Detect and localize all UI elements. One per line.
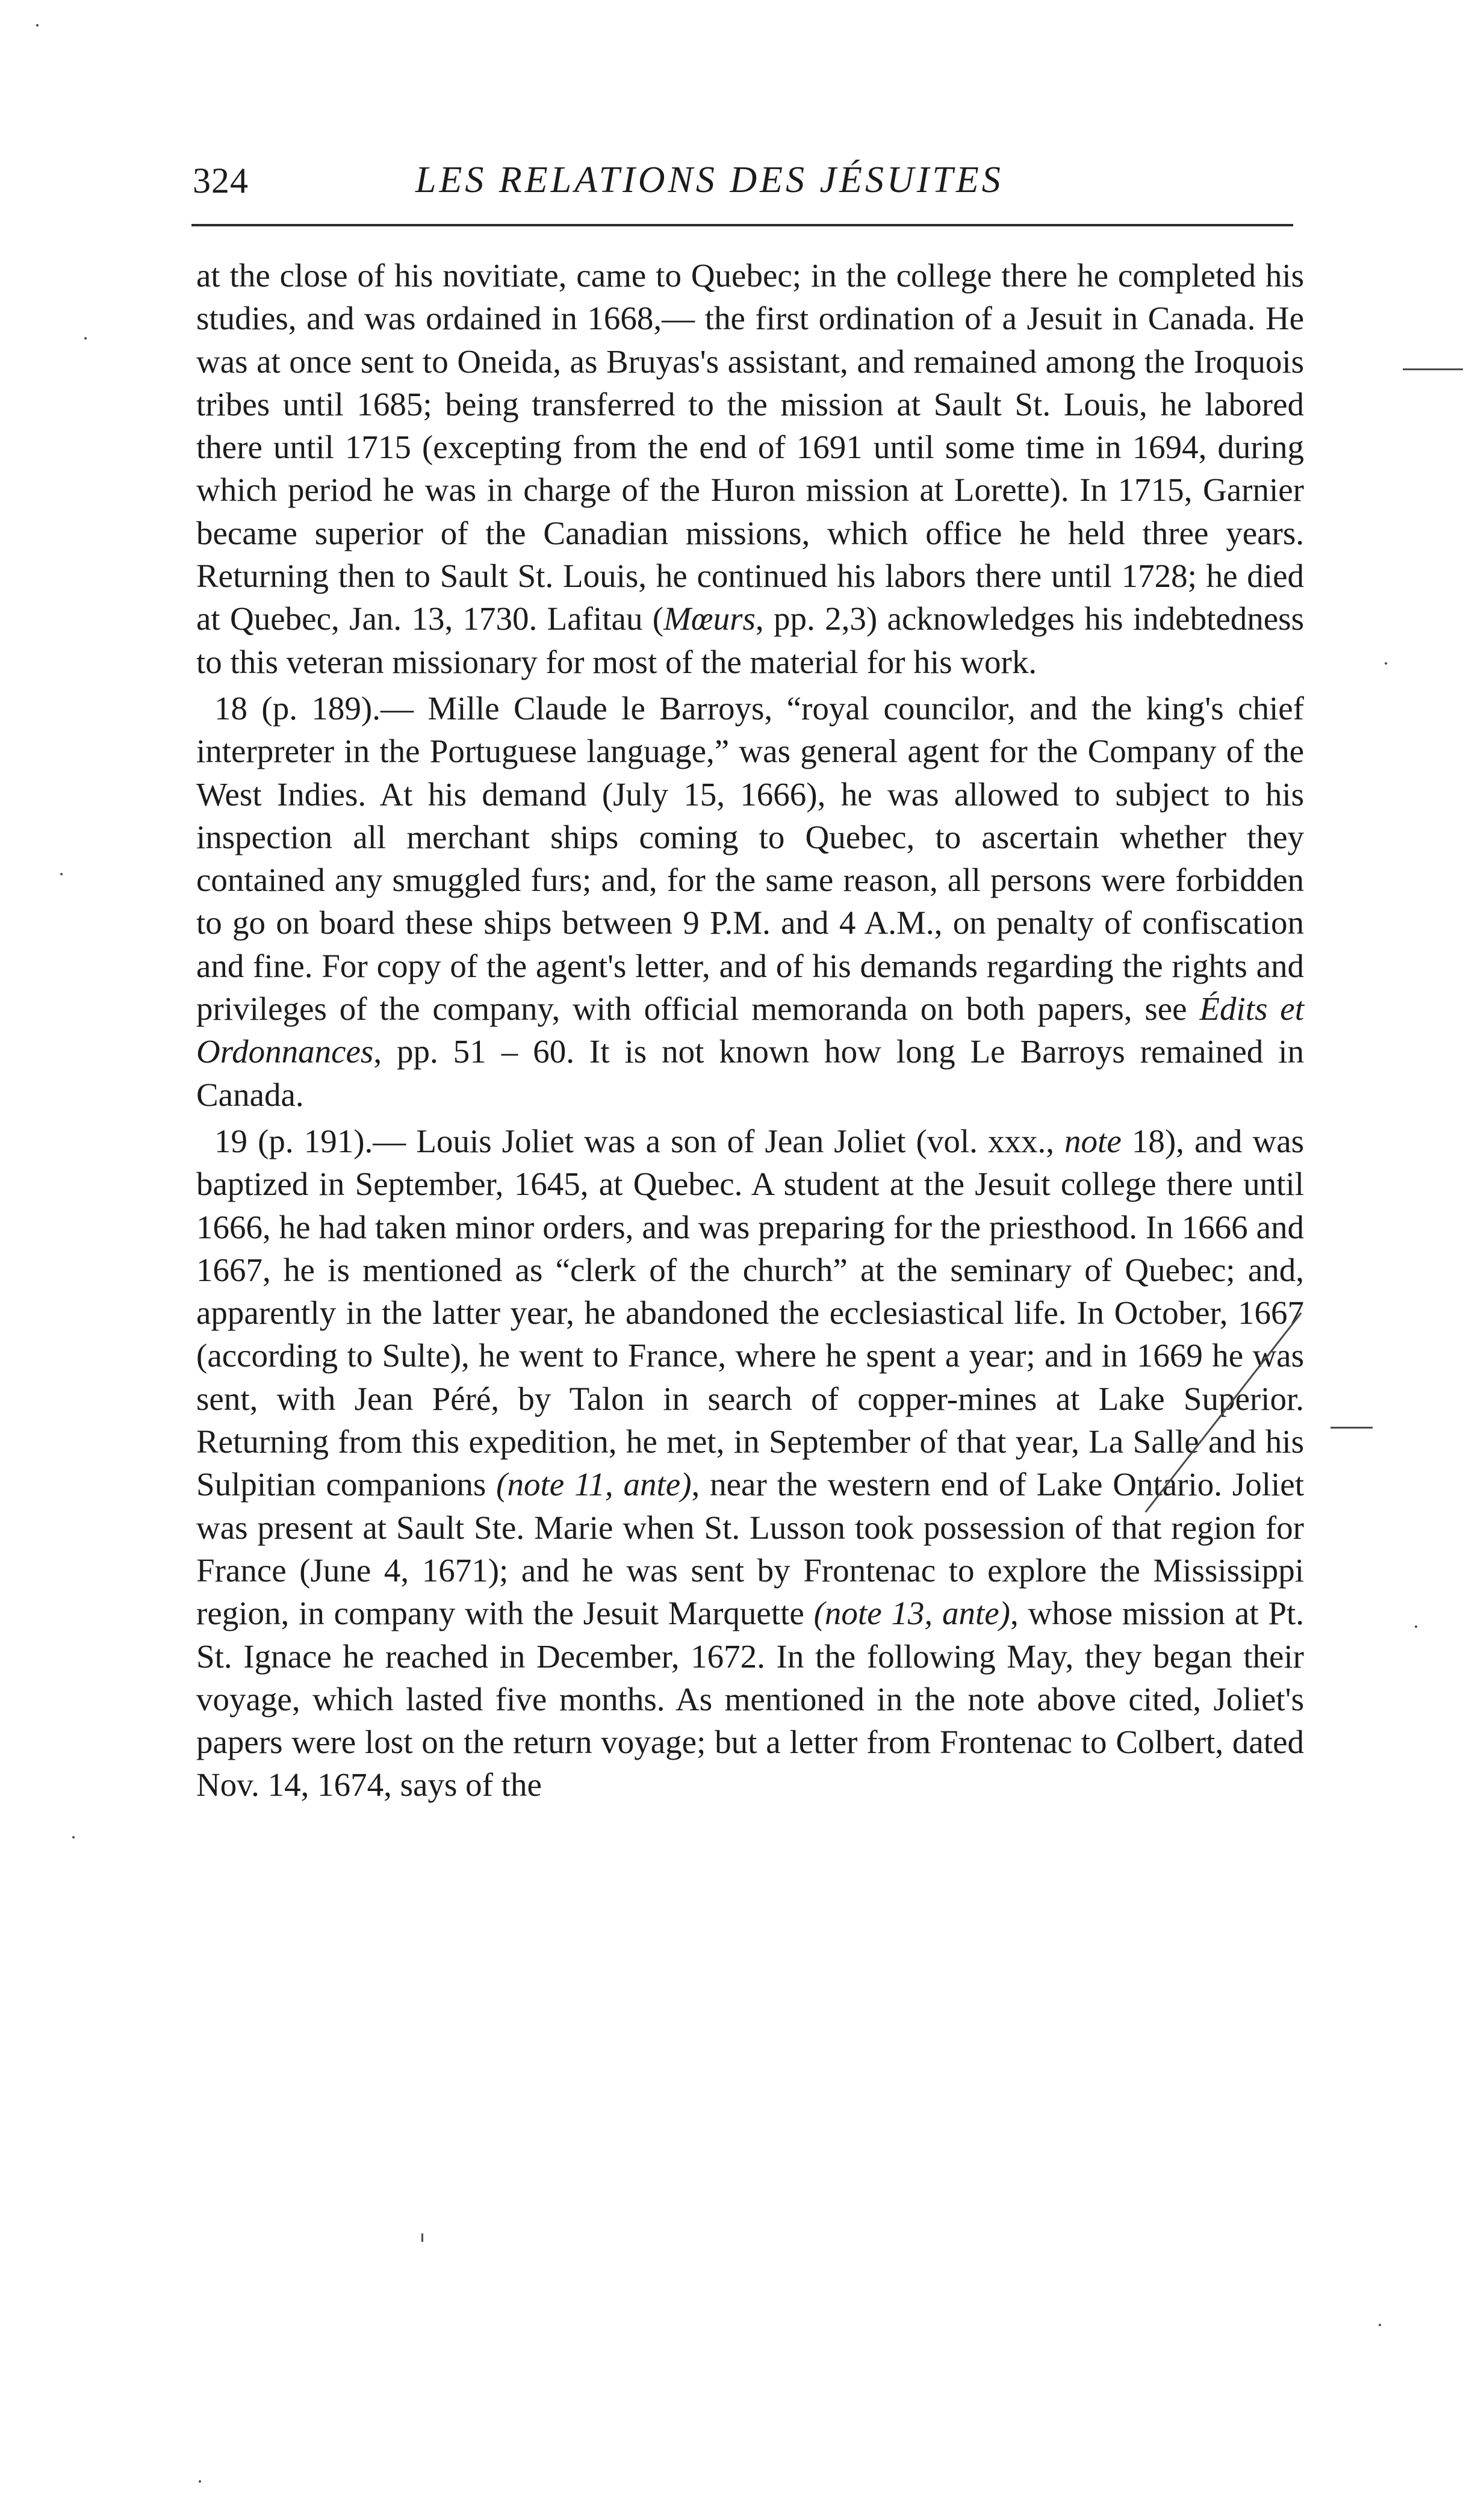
italic-note-ref: note — [1064, 1122, 1122, 1159]
margin-dash-mark — [1403, 368, 1463, 370]
speck — [60, 873, 63, 875]
paragraph-note-18 — [196, 687, 1304, 1116]
speck — [36, 24, 39, 26]
speck — [1385, 662, 1387, 665]
margin-dash-mark — [1331, 1427, 1373, 1429]
text-run: , pp. 2,3) acknowledges his indebtedness to this veteran missionary for most of the material for his work. — [196, 600, 1304, 680]
text-run: at the close of his novitiate, came to Quebec; in the college there he completed his studies, and was ordained in 1668,— the first ordination of a Jesuit in Canada. He was at once sent to Oneida, as Bruyas's assistant, and remained among the Iroquois tribes until 1685; being transferred to the mission at Sault St. Louis, he labored there until 1715 (excepting from the end of 1691 until some time in 1694, during which period he was in charge of the Huron mission at Lorette). In 1715, Garnier became superior of the Canadian missions, which office he held three years. Returning then to Sault St. Louis, he continued his labors there until 1728; he died at Quebec, Jan. 13, 1730. Lafitau ( — [196, 257, 1304, 638]
text-run: , near the western end of Lake Ontario. Joliet was present at Sault Ste. Marie when St. Lusson took possession of that region for France (June 4, 1671); and he was sent by Frontenac to explore the Mississippi region, in company with the Jesuit Marquette — [196, 1466, 1305, 1632]
italic-title-edits: Édits et Ordonnances — [196, 990, 1304, 1070]
page-number: 324 — [193, 161, 249, 200]
italic-note-ref: (note 13, ante) — [813, 1595, 1010, 1632]
text-run: , whose mission at Pt. St. Ignace he reached in December, 1672. In the following May, they began their voyage, which lasted five months. As mentioned in the note above cited, Joliet's papers were lost on the return voyage; but a letter from Frontenac to Colbert, dated Nov. 14, 1674, says of the — [196, 1595, 1304, 1804]
italic-title-moeurs: Mœurs — [663, 600, 756, 638]
speck — [421, 2233, 423, 2242]
body-text — [196, 254, 1304, 1810]
text-run: 18 (p. 189).— Mille Claude le Barroys, “royal councilor, and the king's chief interpreter in the Portuguese language,” was general agent for the Company of the West Indies. At his demand (July 15, 1666), he was allowed to subject to his inspection all merchant ships coming to Quebec, to ascertain whether they contained any smuggled furs; and, for the same reason, all persons were forbidden to go on board these ships between 9 P.M. and 4 A.M., on penalty of confiscation and fine. For copy of the agent's letter, and of his demands regarding the rights and privileges of the company, with official memoranda on both papers, see — [196, 689, 1304, 1028]
running-head — [193, 155, 1312, 209]
speck — [199, 2480, 201, 2483]
text-run: 19 (p. 191).— Louis Joliet was a son of Jean Joliet (vol. xxx., — [214, 1122, 1065, 1159]
running-title: LES RELATIONS DES JÉSUITES — [415, 160, 1004, 200]
paragraph-note-19 — [196, 1120, 1304, 1807]
text-run: 18), and was baptized in September, 1645, at Quebec. A student at the Jesuit college there until 1666, he had taken minor orders, and was preparing for the priesthood. In 1666 and 1667, he is mentioned as “clerk of the church” at the seminary of Quebec; and, apparently in the latter year, he abandoned the ecclesiastical life. In October, 1667 (according to Sulte), he went to France, where he spent a year; and in 1669 he was sent, with Jean Péré, by Talon in search of copper-mines at Lake Superior. Returning from this expedition, he met, in September of that year, La Salle and his Sulpitian companions — [196, 1122, 1305, 1503]
italic-note-ref: (note 11, ante) — [496, 1466, 692, 1503]
speck — [84, 337, 87, 340]
header-rule — [191, 224, 1293, 226]
speck — [1379, 2324, 1381, 2326]
paragraph-note-17-continued — [196, 254, 1304, 683]
speck — [72, 1836, 75, 1839]
speck — [1415, 1625, 1417, 1628]
text-run: , pp. 51 – 60. It is not known how long Le Barroys remained in Canada. — [196, 1033, 1304, 1113]
